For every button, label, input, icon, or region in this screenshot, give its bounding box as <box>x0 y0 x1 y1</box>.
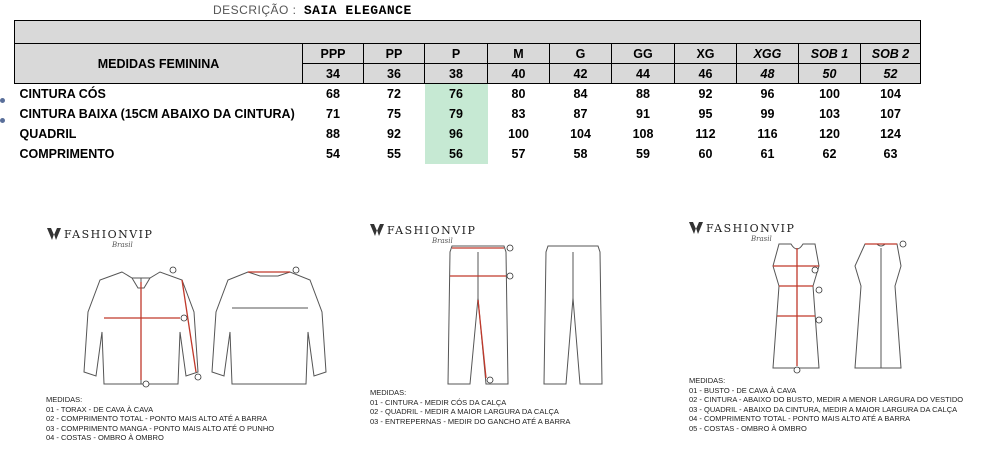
dress-panel <box>687 218 977 468</box>
size-number: 52 <box>861 64 921 84</box>
notes-title: MEDIDAS: <box>46 395 83 404</box>
measurement-value: 62 <box>799 144 861 164</box>
note-line: 01 - TORAX - DE CAVA À CAVA <box>46 404 154 414</box>
size-label: XGG <box>737 44 799 64</box>
measurement-value: 100 <box>488 124 550 144</box>
size-number: 34 <box>303 64 364 84</box>
description-label: DESCRIÇÃO : <box>213 3 297 17</box>
brand-mark-icon <box>689 222 703 235</box>
note-line: 01 - CINTURA - MEDIR CÓS DA CALÇA <box>370 397 507 407</box>
measurement-value: 104 <box>550 124 612 144</box>
notes-title: MEDIDAS: <box>370 388 407 397</box>
measurement-value: 108 <box>612 124 675 144</box>
measurement-value: 75 <box>364 104 425 124</box>
measurement-row <box>15 124 921 144</box>
size-label: XG <box>675 44 737 64</box>
measurement-value: 57 <box>488 144 550 164</box>
size-number: 50 <box>799 64 861 84</box>
measurement-value: 72 <box>364 84 425 104</box>
size-number: 44 <box>612 64 675 84</box>
measurement-value: 59 <box>612 144 675 164</box>
size-label: G <box>550 44 612 64</box>
measurement-value: 96 <box>425 124 488 144</box>
brand-mark-icon <box>370 224 384 237</box>
notes-title: MEDIDAS: <box>689 376 726 385</box>
measurement-value: 100 <box>799 84 861 104</box>
row-bullet-icon <box>0 98 5 103</box>
note-line: 01 - BUSTO - DE CAVA À CAVA <box>689 385 797 395</box>
measurement-value: 112 <box>675 124 737 144</box>
brand-logo <box>689 222 795 235</box>
size-number: 46 <box>675 64 737 84</box>
brand-logo <box>370 224 476 237</box>
measurement-row <box>15 144 921 164</box>
brand-sub: Brasil <box>751 235 772 243</box>
note-line: 03 - COMPRIMENTO MANGA - PONTO MAIS ALTO ATÉ O PUNHO <box>46 423 275 433</box>
note-line: 02 - CINTURA - ABAIXO DO BUSTO, MEDIR A MENOR LARGURA DO VESTIDO <box>689 395 964 404</box>
size-header-row <box>15 44 921 64</box>
measurement-value: 120 <box>799 124 861 144</box>
size-label: PPP <box>303 44 364 64</box>
description-value: SAIA ELEGANCE <box>303 3 412 18</box>
pants-panel <box>368 218 618 468</box>
measurement-value: 87 <box>550 104 612 124</box>
measurement-value: 96 <box>737 84 799 104</box>
size-label: SOB 1 <box>799 44 861 64</box>
row-bullet-icon <box>0 118 5 123</box>
size-label: M <box>488 44 550 64</box>
measurement-value: 95 <box>675 104 737 124</box>
measurement-name: QUADRIL <box>15 124 303 144</box>
note-line: 05 - COSTAS - OMBRO À OMBRO <box>689 423 807 433</box>
size-number: 40 <box>488 64 550 84</box>
brand-name: FASHIONVIP <box>64 228 154 241</box>
brand-mark-icon <box>47 228 61 241</box>
note-line: 03 - ENTREPERNAS - MEDIR DO GANCHO ATÉ A BARRA <box>370 416 571 426</box>
size-label: PP <box>364 44 425 64</box>
measurement-value: 92 <box>675 84 737 104</box>
size-number: 42 <box>550 64 612 84</box>
brand-sub: Brasil <box>432 237 453 245</box>
measurement-name: CINTURA CÓS <box>15 84 303 104</box>
measurement-value: 83 <box>488 104 550 124</box>
measurement-value: 61 <box>737 144 799 164</box>
shirt-notes <box>46 395 274 443</box>
measurement-value: 91 <box>612 104 675 124</box>
measurement-value: 88 <box>612 84 675 104</box>
dress-drawing <box>757 238 917 378</box>
measurement-value: 92 <box>364 124 425 144</box>
measurement-row <box>15 104 921 124</box>
description <box>213 3 412 18</box>
measurement-value: 60 <box>675 144 737 164</box>
note-line: 02 - COMPRIMENTO TOTAL - PONTO MAIS ALTO ATÉ A BARRA <box>46 414 268 423</box>
measurement-value: 124 <box>861 124 921 144</box>
brand-sub: Brasil <box>112 241 133 249</box>
measurement-value: 88 <box>303 124 364 144</box>
dress-notes <box>689 376 963 433</box>
shirt-panel <box>40 222 340 472</box>
size-label: SOB 2 <box>861 44 921 64</box>
table-title: MEDIDAS FEMININA <box>15 44 303 84</box>
header-spacer-row <box>15 21 921 44</box>
measurement-value: 56 <box>425 144 488 164</box>
brand-logo <box>47 228 153 241</box>
measurement-value: 84 <box>550 84 612 104</box>
measurement-value: 116 <box>737 124 799 144</box>
measurement-name: COMPRIMENTO <box>15 144 303 164</box>
measurement-value: 80 <box>488 84 550 104</box>
measurement-value: 103 <box>799 104 861 124</box>
brand-name: FASHIONVIP <box>387 224 477 237</box>
shirt-drawing <box>60 252 330 392</box>
note-line: 04 - COSTAS - OMBRO À OMBRO <box>46 433 164 442</box>
note-line: 03 - QUADRIL - ABAIXO DA CINTURA, MEDIR A MAIOR LARGURA DA CALÇA <box>689 404 958 414</box>
measurement-value: 68 <box>303 84 364 104</box>
measurement-value: 71 <box>303 104 364 124</box>
pants-drawing <box>438 238 608 388</box>
measurement-value: 55 <box>364 144 425 164</box>
measurement-name: CINTURA BAIXA (15CM ABAIXO DA CINTURA) <box>15 104 303 124</box>
note-line: 04 - COMPRIMENTO TOTAL - PONTO MAIS ALTO ATÉ A BARRA <box>689 414 911 423</box>
measurement-value: 58 <box>550 144 612 164</box>
brand-name: FASHIONVIP <box>706 222 796 235</box>
measurement-value: 99 <box>737 104 799 124</box>
size-number: 38 <box>425 64 488 84</box>
measurement-value: 54 <box>303 144 364 164</box>
pants-notes <box>370 388 570 426</box>
size-label: GG <box>612 44 675 64</box>
size-table <box>14 20 921 164</box>
measurement-value: 63 <box>861 144 921 164</box>
measurement-value: 104 <box>861 84 921 104</box>
note-line: 02 - QUADRIL - MEDIR A MAIOR LARGURA DA CALÇA <box>370 407 559 416</box>
measurement-value: 107 <box>861 104 921 124</box>
size-label: P <box>425 44 488 64</box>
size-number: 36 <box>364 64 425 84</box>
measurement-row <box>15 84 921 104</box>
measurement-value: 76 <box>425 84 488 104</box>
measurement-value: 79 <box>425 104 488 124</box>
size-number: 48 <box>737 64 799 84</box>
